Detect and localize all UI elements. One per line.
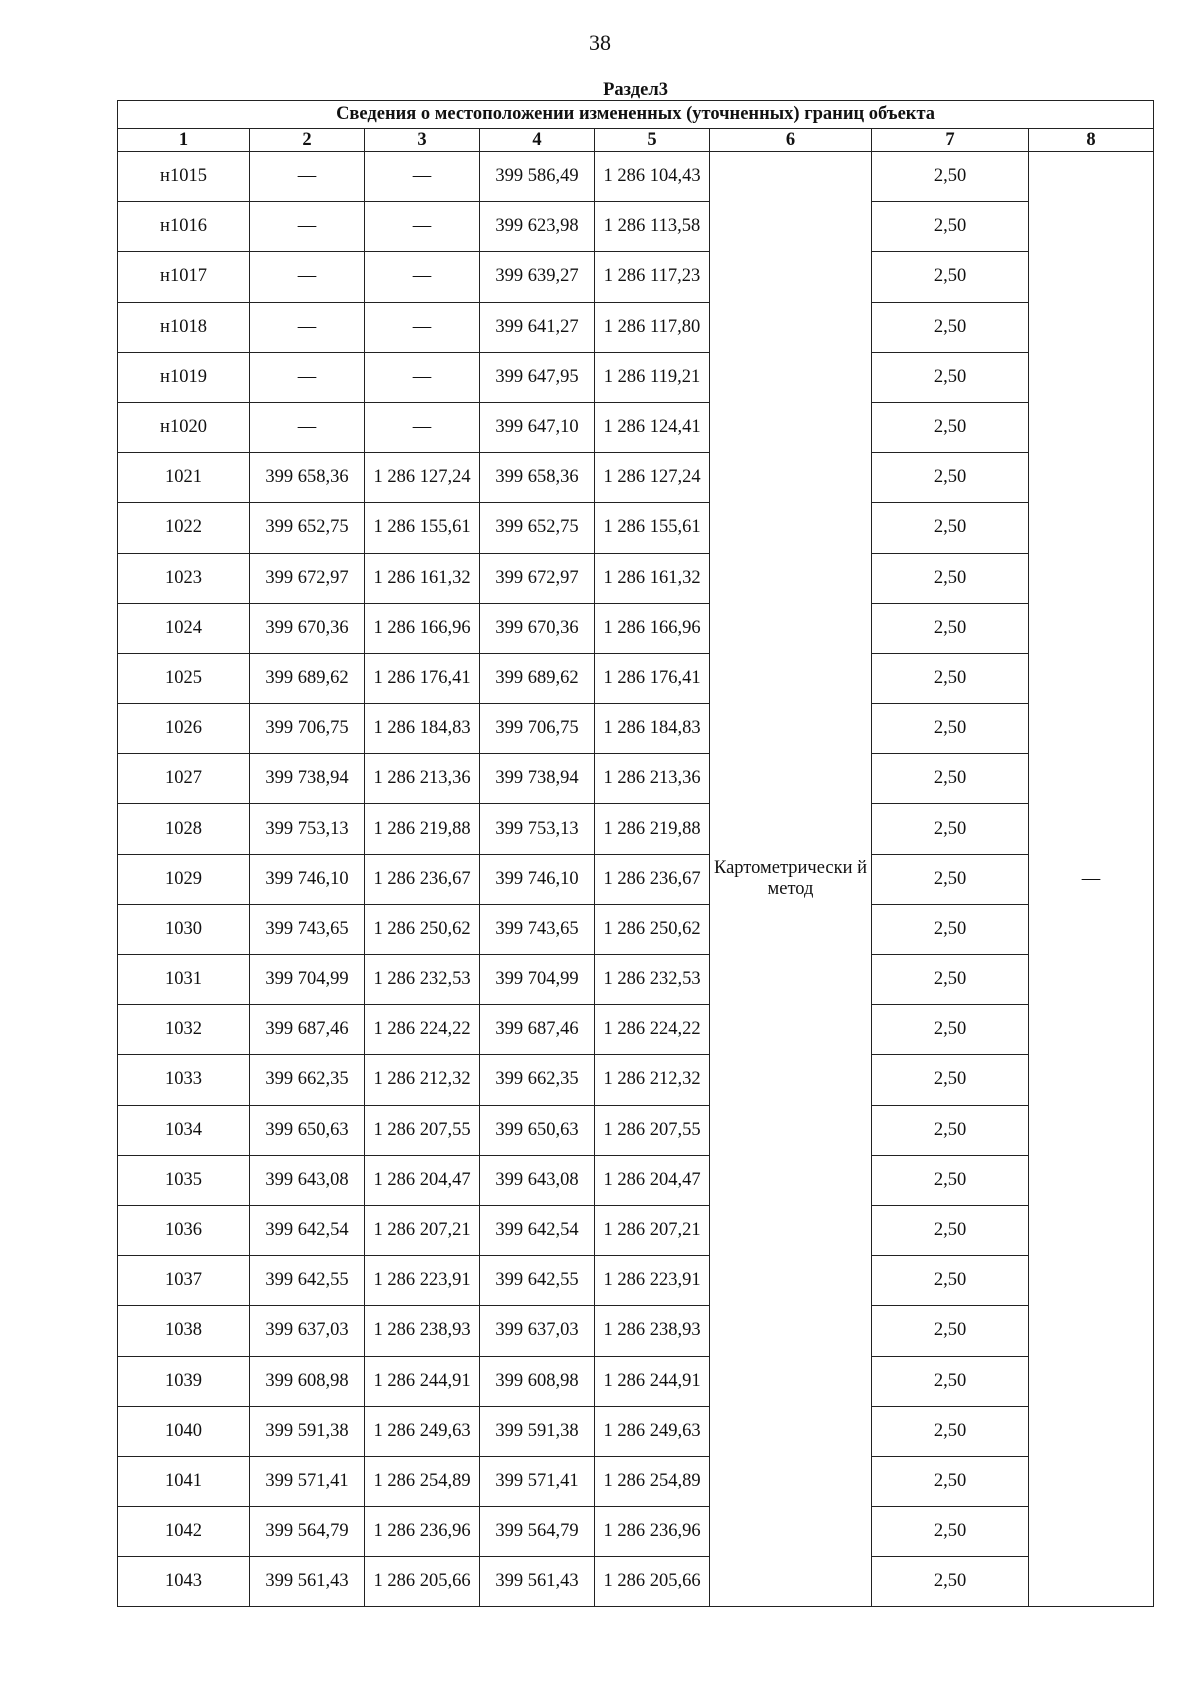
- new-x-cell: 399 689,62: [480, 653, 595, 703]
- point-name-cell: 1034: [118, 1105, 250, 1155]
- column-header: 4: [480, 129, 595, 152]
- new-x-cell: 399 650,63: [480, 1105, 595, 1155]
- table-row: [118, 1256, 1154, 1306]
- existing-x-cell: 399 704,99: [250, 955, 365, 1005]
- existing-y-cell: —: [365, 402, 480, 452]
- table-row: [118, 1456, 1154, 1506]
- column-header: 6: [710, 129, 872, 152]
- accuracy-cell: 2,50: [872, 1155, 1029, 1205]
- new-x-cell: 399 637,03: [480, 1306, 595, 1356]
- existing-x-cell: 399 642,54: [250, 1205, 365, 1255]
- new-x-cell: 399 571,41: [480, 1456, 595, 1506]
- existing-x-cell: 399 642,55: [250, 1256, 365, 1306]
- table-row: [118, 1155, 1154, 1205]
- new-x-cell: 399 706,75: [480, 704, 595, 754]
- table-row: [118, 704, 1154, 754]
- new-y-cell: 1 286 244,91: [595, 1356, 710, 1406]
- new-y-cell: 1 286 184,83: [595, 704, 710, 754]
- table-row: [118, 904, 1154, 954]
- new-x-cell: 399 642,55: [480, 1256, 595, 1306]
- table-row: [118, 1105, 1154, 1155]
- new-y-cell: 1 286 254,89: [595, 1456, 710, 1506]
- point-name-cell: 1023: [118, 553, 250, 603]
- existing-x-cell: —: [250, 252, 365, 302]
- accuracy-cell: 2,50: [872, 1306, 1029, 1356]
- new-x-cell: 399 753,13: [480, 804, 595, 854]
- new-x-cell: 399 670,36: [480, 603, 595, 653]
- accuracy-cell: 2,50: [872, 453, 1029, 503]
- point-name-cell: 1024: [118, 603, 250, 653]
- point-name-cell: 1021: [118, 453, 250, 503]
- new-y-cell: 1 286 236,67: [595, 854, 710, 904]
- new-y-cell: 1 286 232,53: [595, 955, 710, 1005]
- existing-y-cell: 1 286 224,22: [365, 1005, 480, 1055]
- new-y-cell: 1 286 204,47: [595, 1155, 710, 1205]
- table-row: [118, 1406, 1154, 1456]
- existing-y-cell: —: [365, 352, 480, 402]
- existing-y-cell: 1 286 244,91: [365, 1356, 480, 1406]
- table-row: [118, 252, 1154, 302]
- new-y-cell: 1 286 223,91: [595, 1256, 710, 1306]
- point-name-cell: 1022: [118, 503, 250, 553]
- existing-y-cell: 1 286 223,91: [365, 1256, 480, 1306]
- column-header: 5: [595, 129, 710, 152]
- existing-x-cell: 399 650,63: [250, 1105, 365, 1155]
- new-x-cell: 399 647,95: [480, 352, 595, 402]
- section-title: Раздел3: [603, 79, 668, 100]
- accuracy-cell: 2,50: [872, 553, 1029, 603]
- column-header: 2: [250, 129, 365, 152]
- table-row: [118, 1005, 1154, 1055]
- point-name-cell: н1016: [118, 202, 250, 252]
- existing-y-cell: 1 286 250,62: [365, 904, 480, 954]
- new-y-cell: 1 286 119,21: [595, 352, 710, 402]
- accuracy-cell: 2,50: [872, 1256, 1029, 1306]
- existing-x-cell: 399 658,36: [250, 453, 365, 503]
- existing-y-cell: 1 286 205,66: [365, 1557, 480, 1607]
- existing-x-cell: 399 753,13: [250, 804, 365, 854]
- point-name-cell: н1018: [118, 302, 250, 352]
- new-y-cell: 1 286 127,24: [595, 453, 710, 503]
- new-x-cell: 399 591,38: [480, 1406, 595, 1456]
- new-y-cell: 1 286 117,80: [595, 302, 710, 352]
- point-name-cell: 1032: [118, 1005, 250, 1055]
- new-y-cell: 1 286 176,41: [595, 653, 710, 703]
- existing-y-cell: 1 286 236,96: [365, 1507, 480, 1557]
- new-y-cell: 1 286 238,93: [595, 1306, 710, 1356]
- new-y-cell: 1 286 113,58: [595, 202, 710, 252]
- accuracy-cell: 2,50: [872, 252, 1029, 302]
- table-row: [118, 503, 1154, 553]
- table-row: [118, 302, 1154, 352]
- existing-x-cell: —: [250, 202, 365, 252]
- table-row: [118, 955, 1154, 1005]
- point-name-cell: 1042: [118, 1507, 250, 1557]
- accuracy-cell: 2,50: [872, 1507, 1029, 1557]
- new-x-cell: 399 652,75: [480, 503, 595, 553]
- new-x-cell: 399 643,08: [480, 1155, 595, 1205]
- accuracy-cell: 2,50: [872, 1105, 1029, 1155]
- new-x-cell: 399 687,46: [480, 1005, 595, 1055]
- new-y-cell: 1 286 155,61: [595, 503, 710, 553]
- existing-x-cell: —: [250, 402, 365, 452]
- point-name-cell: 1033: [118, 1055, 250, 1105]
- existing-y-cell: 1 286 232,53: [365, 955, 480, 1005]
- existing-y-cell: 1 286 213,36: [365, 754, 480, 804]
- new-y-cell: 1 286 117,23: [595, 252, 710, 302]
- existing-y-cell: 1 286 207,21: [365, 1205, 480, 1255]
- new-y-cell: 1 286 207,55: [595, 1105, 710, 1155]
- point-name-cell: 1038: [118, 1306, 250, 1356]
- point-name-cell: 1043: [118, 1557, 250, 1607]
- point-name-cell: 1028: [118, 804, 250, 854]
- point-name-cell: н1017: [118, 252, 250, 302]
- point-name-cell: н1019: [118, 352, 250, 402]
- existing-x-cell: —: [250, 152, 365, 202]
- new-x-cell: 399 658,36: [480, 453, 595, 503]
- accuracy-cell: 2,50: [872, 653, 1029, 703]
- method-cell: Картометрически й метод: [710, 152, 872, 1607]
- new-y-cell: 1 286 224,22: [595, 1005, 710, 1055]
- column-header: 8: [1029, 129, 1154, 152]
- existing-y-cell: —: [365, 252, 480, 302]
- existing-y-cell: 1 286 254,89: [365, 1456, 480, 1506]
- new-y-cell: 1 286 249,63: [595, 1406, 710, 1456]
- existing-x-cell: 399 652,75: [250, 503, 365, 553]
- existing-y-cell: —: [365, 202, 480, 252]
- existing-x-cell: 399 689,62: [250, 653, 365, 703]
- new-x-cell: 399 564,79: [480, 1507, 595, 1557]
- new-x-cell: 399 647,10: [480, 402, 595, 452]
- point-name-cell: 1035: [118, 1155, 250, 1205]
- existing-y-cell: 1 286 249,63: [365, 1406, 480, 1456]
- existing-y-cell: 1 286 166,96: [365, 603, 480, 653]
- existing-y-cell: 1 286 236,67: [365, 854, 480, 904]
- existing-y-cell: 1 286 127,24: [365, 453, 480, 503]
- existing-x-cell: 399 561,43: [250, 1557, 365, 1607]
- existing-x-cell: 399 672,97: [250, 553, 365, 603]
- accuracy-cell: 2,50: [872, 854, 1029, 904]
- existing-x-cell: 399 608,98: [250, 1356, 365, 1406]
- table-row: [118, 653, 1154, 703]
- existing-x-cell: 399 746,10: [250, 854, 365, 904]
- column-header-row: [118, 129, 1154, 152]
- existing-x-cell: 399 564,79: [250, 1507, 365, 1557]
- table-row: [118, 754, 1154, 804]
- accuracy-cell: 2,50: [872, 1456, 1029, 1506]
- table-row: [118, 152, 1154, 202]
- existing-x-cell: 399 643,08: [250, 1155, 365, 1205]
- table-row: [118, 1306, 1154, 1356]
- new-x-cell: 399 672,97: [480, 553, 595, 603]
- new-x-cell: 399 704,99: [480, 955, 595, 1005]
- table-row: [118, 1557, 1154, 1607]
- accuracy-cell: 2,50: [872, 302, 1029, 352]
- column-header: 3: [365, 129, 480, 152]
- existing-x-cell: 399 670,36: [250, 603, 365, 653]
- existing-x-cell: —: [250, 302, 365, 352]
- table-row: [118, 603, 1154, 653]
- point-name-cell: 1031: [118, 955, 250, 1005]
- accuracy-cell: 2,50: [872, 804, 1029, 854]
- existing-y-cell: 1 286 155,61: [365, 503, 480, 553]
- accuracy-cell: 2,50: [872, 152, 1029, 202]
- page-number: 38: [589, 30, 611, 55]
- table-row: [118, 1507, 1154, 1557]
- accuracy-cell: 2,50: [872, 1055, 1029, 1105]
- new-y-cell: 1 286 219,88: [595, 804, 710, 854]
- existing-x-cell: 399 591,38: [250, 1406, 365, 1456]
- accuracy-cell: 2,50: [872, 352, 1029, 402]
- new-y-cell: 1 286 166,96: [595, 603, 710, 653]
- new-y-cell: 1 286 205,66: [595, 1557, 710, 1607]
- existing-y-cell: 1 286 219,88: [365, 804, 480, 854]
- existing-x-cell: 399 738,94: [250, 754, 365, 804]
- accuracy-cell: 2,50: [872, 704, 1029, 754]
- point-name-cell: 1025: [118, 653, 250, 703]
- existing-y-cell: 1 286 212,32: [365, 1055, 480, 1105]
- point-name-cell: 1040: [118, 1406, 250, 1456]
- accuracy-cell: 2,50: [872, 754, 1029, 804]
- table-row: [118, 1356, 1154, 1406]
- accuracy-cell: 2,50: [872, 603, 1029, 653]
- column8-cell: —: [1029, 152, 1154, 1607]
- existing-y-cell: 1 286 176,41: [365, 653, 480, 703]
- existing-y-cell: 1 286 161,32: [365, 553, 480, 603]
- new-x-cell: 399 641,27: [480, 302, 595, 352]
- table-row: [118, 352, 1154, 402]
- existing-y-cell: —: [365, 152, 480, 202]
- point-name-cell: 1029: [118, 854, 250, 904]
- existing-y-cell: 1 286 184,83: [365, 704, 480, 754]
- accuracy-cell: 2,50: [872, 1205, 1029, 1255]
- new-x-cell: 399 561,43: [480, 1557, 595, 1607]
- existing-x-cell: 399 687,46: [250, 1005, 365, 1055]
- table-row: [118, 553, 1154, 603]
- new-y-cell: 1 286 207,21: [595, 1205, 710, 1255]
- table-row: [118, 402, 1154, 452]
- accuracy-cell: 2,50: [872, 1356, 1029, 1406]
- accuracy-cell: 2,50: [872, 202, 1029, 252]
- new-x-cell: 399 738,94: [480, 754, 595, 804]
- new-y-cell: 1 286 104,43: [595, 152, 710, 202]
- table-row: [118, 1205, 1154, 1255]
- existing-x-cell: 399 662,35: [250, 1055, 365, 1105]
- new-y-cell: 1 286 124,41: [595, 402, 710, 452]
- new-x-cell: 399 639,27: [480, 252, 595, 302]
- point-name-cell: н1015: [118, 152, 250, 202]
- new-x-cell: 399 743,65: [480, 904, 595, 954]
- new-y-cell: 1 286 212,32: [595, 1055, 710, 1105]
- accuracy-cell: 2,50: [872, 503, 1029, 553]
- point-name-cell: 1030: [118, 904, 250, 954]
- new-x-cell: 399 642,54: [480, 1205, 595, 1255]
- column-header: 1: [118, 129, 250, 152]
- accuracy-cell: 2,50: [872, 955, 1029, 1005]
- accuracy-cell: 2,50: [872, 1005, 1029, 1055]
- new-y-cell: 1 286 236,96: [595, 1507, 710, 1557]
- existing-x-cell: 399 743,65: [250, 904, 365, 954]
- point-name-cell: 1026: [118, 704, 250, 754]
- new-y-cell: 1 286 250,62: [595, 904, 710, 954]
- table-row: [118, 453, 1154, 503]
- table-row: [118, 804, 1154, 854]
- point-name-cell: 1027: [118, 754, 250, 804]
- new-x-cell: 399 623,98: [480, 202, 595, 252]
- existing-y-cell: —: [365, 302, 480, 352]
- point-name-cell: 1039: [118, 1356, 250, 1406]
- point-name-cell: 1036: [118, 1205, 250, 1255]
- new-x-cell: 399 586,49: [480, 152, 595, 202]
- column-header: 7: [872, 129, 1029, 152]
- existing-x-cell: 399 706,75: [250, 704, 365, 754]
- existing-y-cell: 1 286 238,93: [365, 1306, 480, 1356]
- new-x-cell: 399 746,10: [480, 854, 595, 904]
- existing-x-cell: 399 571,41: [250, 1456, 365, 1506]
- boundary-points-table: [117, 79, 1154, 1607]
- new-y-cell: 1 286 161,32: [595, 553, 710, 603]
- accuracy-cell: 2,50: [872, 1406, 1029, 1456]
- table-row: [118, 854, 1154, 904]
- existing-x-cell: 399 637,03: [250, 1306, 365, 1356]
- new-x-cell: 399 608,98: [480, 1356, 595, 1406]
- accuracy-cell: 2,50: [872, 1557, 1029, 1607]
- new-y-cell: 1 286 213,36: [595, 754, 710, 804]
- accuracy-cell: 2,50: [872, 402, 1029, 452]
- new-x-cell: 399 662,35: [480, 1055, 595, 1105]
- table-row: [118, 202, 1154, 252]
- point-name-cell: 1037: [118, 1256, 250, 1306]
- point-name-cell: 1041: [118, 1456, 250, 1506]
- accuracy-cell: 2,50: [872, 904, 1029, 954]
- point-name-cell: н1020: [118, 402, 250, 452]
- existing-y-cell: 1 286 204,47: [365, 1155, 480, 1205]
- table-caption: Сведения о местоположении измененных (уточненных) границ объекта: [118, 101, 1154, 129]
- table-row: [118, 1055, 1154, 1105]
- existing-y-cell: 1 286 207,55: [365, 1105, 480, 1155]
- existing-x-cell: —: [250, 352, 365, 402]
